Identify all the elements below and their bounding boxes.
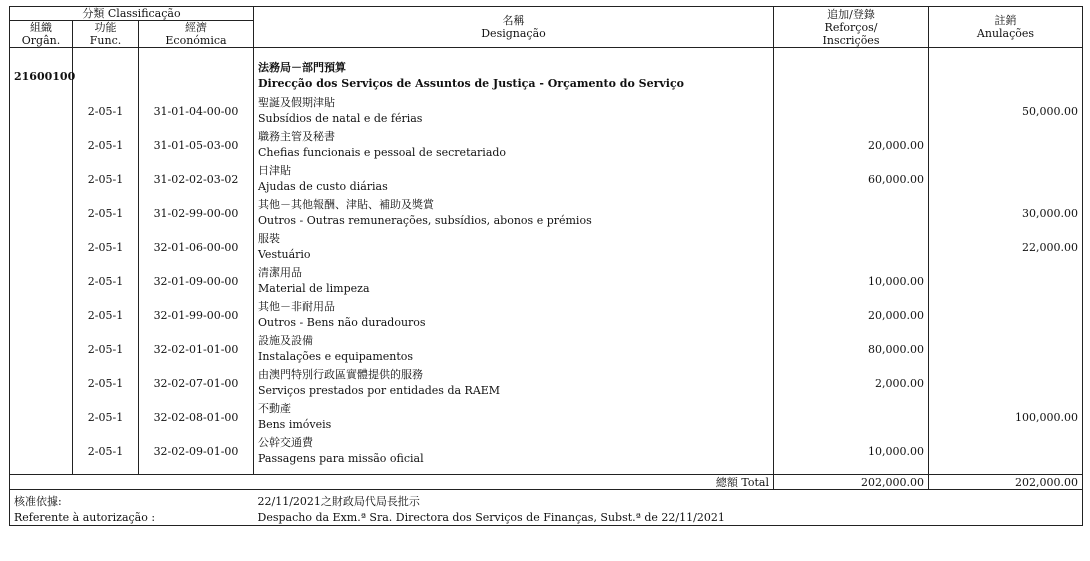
designation: [254, 434, 774, 468]
table-row: [10, 94, 1083, 128]
func-code: 2-05-1: [73, 230, 139, 264]
reforco-value: [774, 400, 929, 434]
budget-rows: [10, 94, 1083, 468]
organ-title-pt: Direcção dos Serviços de Assuntos de Justiça - Orçamento do Serviço: [258, 77, 685, 90]
reforco-value: [774, 230, 929, 264]
designation: [254, 366, 774, 400]
reforco-value: [774, 94, 929, 128]
table-row: [10, 366, 1083, 400]
footer-text-zh: 22/11/2021之財政局代局長批示: [254, 490, 1083, 510]
designation-header: [254, 7, 774, 48]
org-cell: [10, 264, 73, 298]
designation-zh: 其他－非耐用品: [258, 300, 335, 313]
econ-code: 32-01-99-00-00: [139, 298, 254, 332]
budget-document: [9, 6, 1082, 526]
table-row: [10, 230, 1083, 264]
reforcos-header: [774, 7, 929, 48]
func-code: 2-05-1: [73, 434, 139, 468]
designation: [254, 162, 774, 196]
table-row: [10, 196, 1083, 230]
name-pt: Designação: [481, 27, 546, 40]
budget-table: [9, 6, 1083, 526]
designation-zh: 聖誕及假期津貼: [258, 96, 335, 109]
func-code: 2-05-1: [73, 298, 139, 332]
designation-zh: 其他－其他報酬、津貼、補助及獎賞: [258, 198, 434, 211]
econ-code: 32-01-06-00-00: [139, 230, 254, 264]
reforcos-pt2: Inscrições: [822, 33, 880, 47]
designation-pt: Chefias funcionais e pessoal de secretariado: [258, 146, 507, 159]
func-code: 2-05-1: [73, 94, 139, 128]
org-cell: [10, 298, 73, 332]
designation-pt: Material de limpeza: [258, 282, 370, 295]
table-row: [10, 332, 1083, 366]
reforco-value: 60,000.00: [774, 162, 929, 196]
total-anulacoes: 202,000.00: [929, 475, 1083, 490]
reforco-value: 20,000.00: [774, 298, 929, 332]
designation-pt: Serviços prestados por entidades da RAEM: [258, 384, 501, 397]
reforcos-zh: 追加/登錄: [827, 7, 875, 21]
designation-pt: Passagens para missão oficial: [258, 452, 424, 465]
econ-header-pt: Económica: [139, 34, 254, 48]
org-cell: [10, 366, 73, 400]
table-row: [10, 434, 1083, 468]
econ-code: 31-02-02-03-02: [139, 162, 254, 196]
total-reforcos: 202,000.00: [774, 475, 929, 490]
designation: [254, 196, 774, 230]
classification-header: 分類 Classificação: [10, 7, 254, 21]
org-cell: [10, 332, 73, 366]
reforco-value: [774, 196, 929, 230]
anulacao-value: [929, 332, 1083, 366]
econ-code: 31-01-04-00-00: [139, 94, 254, 128]
reforco-value: 80,000.00: [774, 332, 929, 366]
anulacoes-header: [929, 7, 1083, 48]
designation-zh: 服裝: [258, 232, 280, 245]
org-cell: [10, 434, 73, 468]
designation-zh: 公幹交通費: [258, 436, 313, 449]
designation-zh: 由澳門特別行政區實體提供的服務: [258, 368, 423, 381]
reforco-value: 10,000.00: [774, 434, 929, 468]
org-cell: [10, 196, 73, 230]
designation-zh: 不動產: [258, 402, 291, 415]
reforco-value: 20,000.00: [774, 128, 929, 162]
econ-code: 32-02-01-01-00: [139, 332, 254, 366]
footer-label-pt: Referente à autorização :: [10, 509, 254, 526]
footer-label-zh: 核准依據:: [10, 490, 254, 510]
func-code: 2-05-1: [73, 162, 139, 196]
anulacao-value: 30,000.00: [929, 196, 1083, 230]
econ-code: 32-02-08-01-00: [139, 400, 254, 434]
func-header-zh: 功能: [73, 21, 139, 35]
designation-pt: Vestuário: [258, 248, 311, 261]
anul-zh: 註銷: [994, 14, 1017, 27]
reforco-value: 10,000.00: [774, 264, 929, 298]
reforco-value: 2,000.00: [774, 366, 929, 400]
designation-pt: Subsídios de natal e de férias: [258, 112, 423, 125]
table-row: [10, 264, 1083, 298]
designation: [254, 230, 774, 264]
func-code: 2-05-1: [73, 264, 139, 298]
designation: [254, 400, 774, 434]
org-cell: [10, 230, 73, 264]
econ-header-zh: 經濟: [139, 21, 254, 35]
econ-code: 31-02-99-00-00: [139, 196, 254, 230]
anulacao-value: 100,000.00: [929, 400, 1083, 434]
designation-zh: 設施及設備: [258, 334, 313, 347]
organ-code: 21600100: [10, 58, 73, 94]
econ-code: 32-02-07-01-00: [139, 366, 254, 400]
func-code: 2-05-1: [73, 196, 139, 230]
org-cell: [10, 128, 73, 162]
func-header-pt: Func.: [73, 34, 139, 48]
designation-pt: Bens imóveis: [258, 418, 332, 431]
org-header-zh: 組織: [10, 21, 73, 35]
designation-pt: Outros - Outras remunerações, subsídios, abonos e prémios: [258, 214, 592, 227]
anulacao-value: [929, 434, 1083, 468]
footer-text-pt: Despacho da Exm.ª Sra. Directora dos Serviços de Finanças, Subst.ª de 22/11/2021: [254, 509, 1083, 526]
designation-pt: Outros - Bens não duradouros: [258, 316, 426, 329]
designation: [254, 298, 774, 332]
designation-pt: Ajudas de custo diárias: [258, 180, 388, 193]
designation-zh: 清潔用品: [258, 266, 302, 279]
name-zh: 名稱: [502, 14, 525, 27]
designation: [254, 94, 774, 128]
table-row: [10, 128, 1083, 162]
org-cell: [10, 94, 73, 128]
econ-code: 32-02-09-01-00: [139, 434, 254, 468]
anulacao-value: [929, 298, 1083, 332]
table-row: [10, 298, 1083, 332]
func-code: 2-05-1: [73, 128, 139, 162]
reforcos-pt1: Reforços/: [824, 20, 878, 34]
func-code: 2-05-1: [73, 332, 139, 366]
designation: [254, 264, 774, 298]
anulacao-value: 22,000.00: [929, 230, 1083, 264]
econ-code: 31-01-05-03-00: [139, 128, 254, 162]
anulacao-value: 50,000.00: [929, 94, 1083, 128]
org-cell: [10, 400, 73, 434]
designation: [254, 128, 774, 162]
org-cell: [10, 162, 73, 196]
func-code: 2-05-1: [73, 400, 139, 434]
anul-pt: Anulações: [976, 27, 1035, 40]
designation-zh: 日津貼: [258, 164, 291, 177]
total-label: 總額 Total: [10, 475, 774, 490]
table-row: [10, 400, 1083, 434]
designation: [254, 332, 774, 366]
anulacao-value: [929, 128, 1083, 162]
designation-pt: Instalações e equipamentos: [258, 350, 414, 363]
anulacao-value: [929, 366, 1083, 400]
org-header-pt: Orgân.: [10, 34, 73, 48]
organ-title-zh: 法務局－部門預算: [258, 61, 346, 74]
designation-zh: 職務主管及秘書: [258, 130, 335, 143]
econ-code: 32-01-09-00-00: [139, 264, 254, 298]
organ-title: [254, 58, 774, 94]
func-code: 2-05-1: [73, 366, 139, 400]
anulacao-value: [929, 264, 1083, 298]
anulacao-value: [929, 162, 1083, 196]
table-row: [10, 162, 1083, 196]
